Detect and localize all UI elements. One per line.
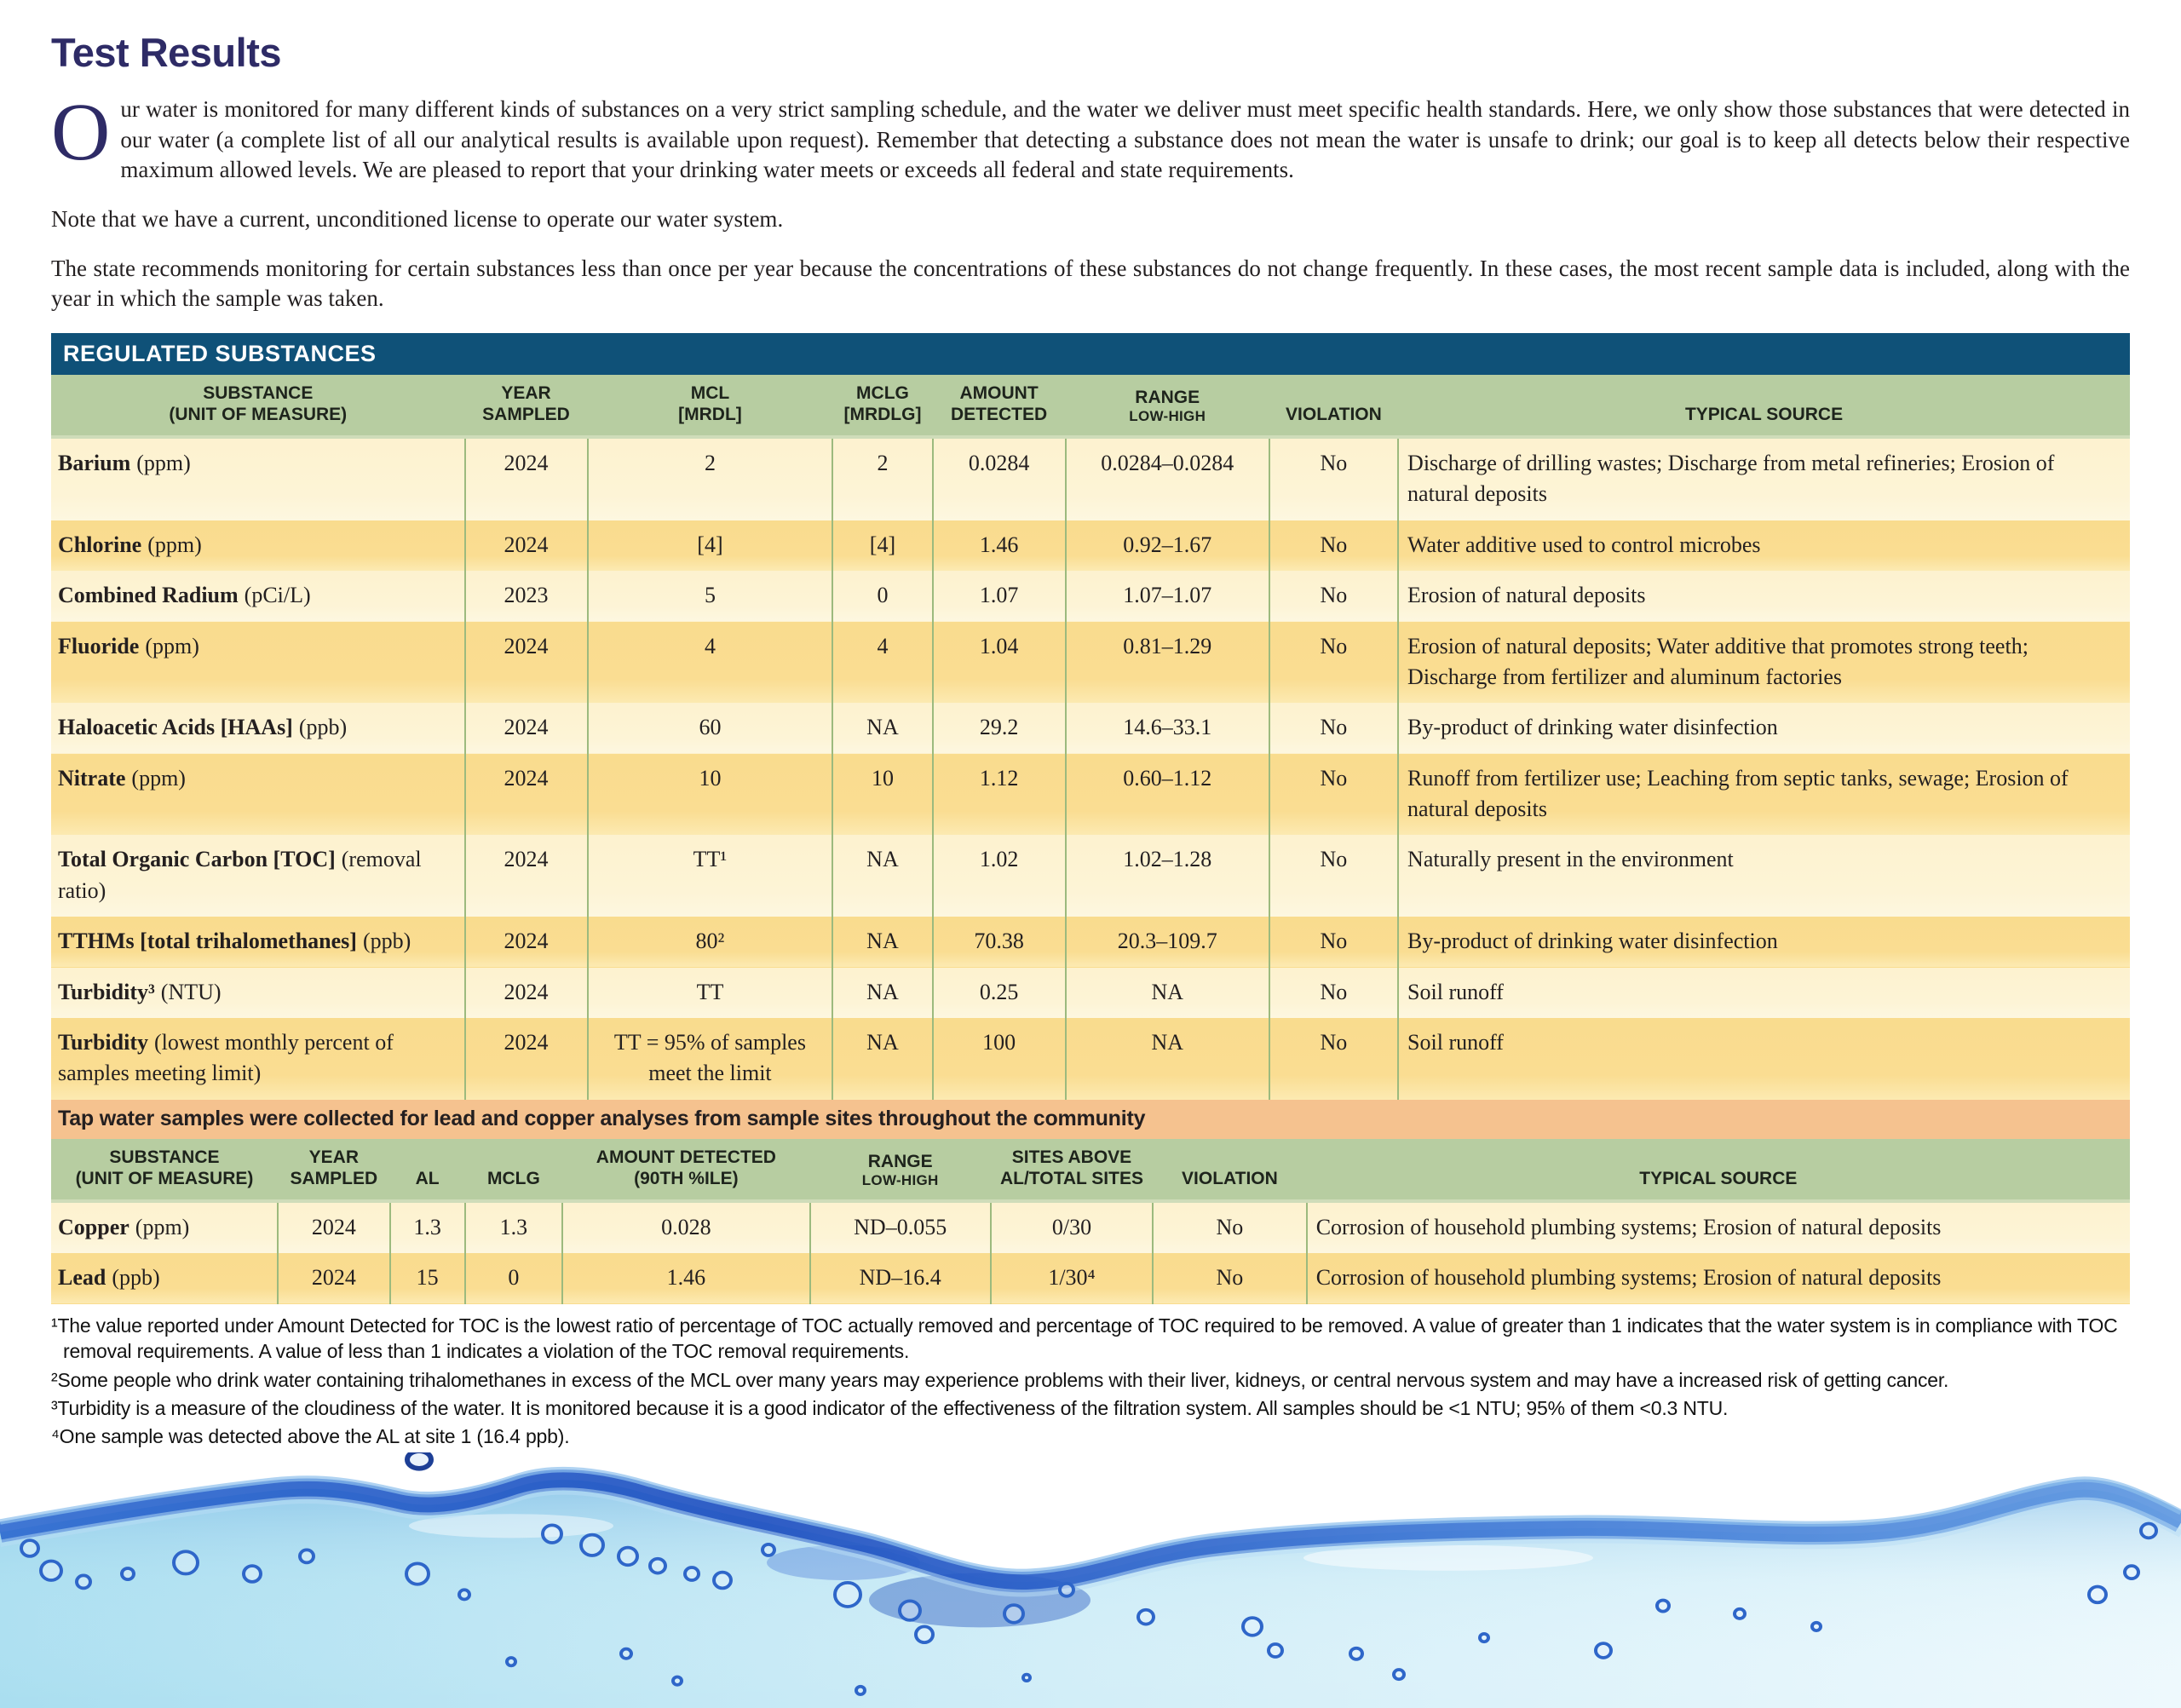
substance-name: Barium [58, 450, 131, 475]
mclg-cell: 0 [832, 571, 932, 621]
range-cell: 1.02–1.28 [1066, 835, 1269, 917]
table-row [51, 1201, 2130, 1253]
substance-cell [51, 520, 465, 571]
lead-copper-grid [51, 1139, 2130, 1304]
amount-detected-cell: 0.25 [933, 968, 1066, 1018]
header-row [51, 375, 2130, 437]
mclg-cell: 0 [465, 1253, 563, 1303]
column-header: MCL [MRDL] [588, 375, 833, 437]
amount-detected-cell: 1.46 [562, 1253, 809, 1303]
table-row [51, 703, 2130, 753]
typical-source-cell: Corrosion of household plumbing systems; Erosion of natural deposits [1307, 1253, 2130, 1303]
intro-text: ur water is monitored for many different kinds of substances on a very strict sampling schedule, and the water we deliver must meet specific health standards. Here, we only show those substances that were detected in our water (a complete list of all our analytical results is available upon request). Remember that detecting a substance does not mean the water is unsafe to drink; our goal is to keep all detects below their respective maximum allowed levels. We are pleased to report that your drinking water meets or exceeds all federal and state requirements. [120, 96, 2130, 183]
range-cell: 0.81–1.29 [1066, 622, 1269, 704]
column-header: VIOLATION [1269, 375, 1398, 437]
dropcap-letter: O [51, 86, 111, 177]
typical-source-cell: Erosion of natural deposits; Water additive that promotes strong teeth; Discharge from fertilizer and aluminum factories [1398, 622, 2130, 704]
footnote: ⁴One sample was detected above the AL at site 1 (16.4 ppb). [51, 1425, 570, 1448]
year-sampled-cell: 2024 [465, 520, 588, 571]
header-row [51, 1139, 2130, 1201]
regulated-substances-grid [51, 375, 2130, 1100]
water-wave-graphic [0, 1452, 2181, 1708]
violation-cell: No [1269, 571, 1398, 621]
year-sampled-cell: 2024 [465, 917, 588, 967]
typical-source-cell: Discharge of drilling wastes; Discharge from metal refineries; Erosion of natural deposits [1398, 437, 2130, 520]
substance-cell [51, 571, 465, 621]
range-cell: 14.6–33.1 [1066, 703, 1269, 753]
substance-name: Combined Radium [58, 583, 239, 608]
mclg-cell: 1.3 [465, 1201, 563, 1253]
substance-cell [51, 917, 465, 967]
year-sampled-cell: 2024 [278, 1253, 390, 1303]
substance-name: Nitrate [58, 765, 126, 791]
substance-cell [51, 437, 465, 520]
year-sampled-cell: 2024 [465, 754, 588, 836]
substance-unit: (NTU) [160, 979, 222, 1004]
amount-detected-cell: 1.02 [933, 835, 1066, 917]
mcl-cell: TT [588, 968, 833, 1018]
table-row [51, 1253, 2130, 1303]
mclg-cell: NA [832, 917, 932, 967]
column-header: TYPICAL SOURCE [1307, 1139, 2130, 1201]
column-header: AMOUNT DETECTED [933, 375, 1066, 437]
regulated-substances-title-bar: REGULATED SUBSTANCES [51, 333, 2130, 375]
sites-above-al-cell: 0/30 [991, 1201, 1153, 1253]
substance-unit: (removal ratio) [58, 847, 422, 903]
substance-unit: (ppb) [298, 715, 348, 740]
violation-cell: No [1269, 754, 1398, 836]
typical-source-cell: Naturally present in the environment [1398, 835, 2130, 917]
mclg-cell: NA [832, 968, 932, 1018]
sites-above-al-cell: 1/30⁴ [991, 1253, 1153, 1303]
lead-copper-banner: Tap water samples were collected for lead and copper analyses from sample sites throughout the community [51, 1100, 2130, 1139]
table-row [51, 754, 2130, 836]
mcl-cell: 2 [588, 437, 833, 520]
regulated-substances-table [51, 333, 2130, 1304]
violation-cell: No [1269, 835, 1398, 917]
mclg-cell: NA [832, 835, 932, 917]
amount-detected-cell: 1.12 [933, 754, 1066, 836]
mclg-cell: [4] [832, 520, 932, 571]
mcl-cell: TT = 95% of samples meet the limit [588, 1018, 833, 1100]
range-cell: 1.07–1.07 [1066, 571, 1269, 621]
substance-unit: (ppm) [147, 532, 202, 557]
violation-cell: No [1269, 917, 1398, 967]
violation-cell: No [1269, 437, 1398, 520]
table-row [51, 968, 2130, 1018]
table-row [51, 622, 2130, 704]
substance-cell [51, 1018, 465, 1100]
amount-detected-cell: 1.04 [933, 622, 1066, 704]
mclg-cell: NA [832, 703, 932, 753]
mcl-cell: 60 [588, 703, 833, 753]
violation-cell: No [1153, 1201, 1307, 1253]
mcl-cell: 80² [588, 917, 833, 967]
substance-name: TTHMs [total trihalomethanes] [58, 929, 357, 954]
mcl-cell: 4 [588, 622, 833, 704]
year-sampled-cell: 2024 [465, 703, 588, 753]
year-sampled-cell: 2024 [465, 1018, 588, 1100]
table-row [51, 571, 2130, 621]
mclg-cell: 4 [832, 622, 932, 704]
column-header: SITES ABOVE AL/TOTAL SITES [991, 1139, 1153, 1201]
amount-detected-cell: 70.38 [933, 917, 1066, 967]
typical-source-cell: Soil runoff [1398, 1018, 2130, 1100]
range-cell: NA [1066, 968, 1269, 1018]
column-header: RANGE LOW-HIGH [1066, 375, 1269, 437]
column-header: YEAR SAMPLED [465, 375, 588, 437]
amount-detected-cell: 100 [933, 1018, 1066, 1100]
column-header: AMOUNT DETECTED (90TH %ILE) [562, 1139, 809, 1201]
violation-cell: No [1269, 968, 1398, 1018]
substance-cell [51, 968, 465, 1018]
substance-name: Chlorine [58, 532, 142, 557]
typical-source-cell: By-product of drinking water disinfection [1398, 917, 2130, 967]
violation-cell: No [1269, 622, 1398, 704]
amount-detected-cell: 1.07 [933, 571, 1066, 621]
amount-detected-cell: 1.46 [933, 520, 1066, 571]
substance-unit: (ppb) [112, 1265, 160, 1291]
substance-cell [51, 1201, 278, 1253]
substance-name: Haloacetic Acids [HAAs] [58, 715, 293, 740]
intro-paragraph [51, 86, 2130, 186]
substance-cell [51, 835, 465, 917]
column-header: RANGE LOW-HIGH [810, 1139, 991, 1201]
substance-unit: (ppm) [145, 633, 199, 658]
column-header: TYPICAL SOURCE [1398, 375, 2130, 437]
table-row [51, 1018, 2130, 1100]
substance-name: Turbidity³ [58, 979, 155, 1004]
substance-name: Turbidity [58, 1030, 148, 1055]
column-header: YEAR SAMPLED [278, 1139, 390, 1201]
violation-cell: No [1153, 1253, 1307, 1303]
substance-name: Fluoride [58, 633, 140, 658]
range-cell: 0.92–1.67 [1066, 520, 1269, 571]
range-cell: ND–0.055 [810, 1201, 991, 1253]
substance-cell [51, 703, 465, 753]
range-cell: 0.60–1.12 [1066, 754, 1269, 836]
mcl-cell: 10 [588, 754, 833, 836]
table-row [51, 437, 2130, 520]
year-sampled-cell: 2024 [465, 622, 588, 704]
substance-name: Copper [58, 1215, 129, 1240]
table-row [51, 917, 2130, 967]
water-wave-image [0, 1452, 2181, 1708]
footnote: ²Some people who drink water containing trihalomethanes in excess of the MCL over many years may experience problems with their liver, kidneys, or central nervous system and may have a increased risk of getting cancer. [51, 1368, 1949, 1391]
mcl-cell: 5 [588, 571, 833, 621]
substance-unit: (pCi/L) [244, 583, 311, 608]
mclg-cell: 10 [832, 754, 932, 836]
mcl-cell: TT¹ [588, 835, 833, 917]
amount-detected-cell: 29.2 [933, 703, 1066, 753]
table-row [51, 520, 2130, 571]
year-sampled-cell: 2024 [278, 1201, 390, 1253]
year-sampled-cell: 2024 [465, 968, 588, 1018]
year-sampled-cell: 2023 [465, 571, 588, 621]
typical-source-cell: Runoff from fertilizer use; Leaching from septic tanks, sewage; Erosion of natural deposits [1398, 754, 2130, 836]
typical-source-cell: Corrosion of household plumbing systems; Erosion of natural deposits [1307, 1201, 2130, 1253]
license-paragraph: Note that we have a current, unconditioned license to operate our water system. [51, 205, 784, 232]
page-title: Test Results [51, 30, 281, 75]
al-cell: 15 [390, 1253, 465, 1303]
range-cell: ND–16.4 [810, 1253, 991, 1303]
violation-cell: No [1269, 703, 1398, 753]
typical-source-cell: By-product of drinking water disinfection [1398, 703, 2130, 753]
column-header: MCLG [465, 1139, 563, 1201]
monitoring-paragraph: The state recommends monitoring for certain substances less than once per year because the concentrations of these substances do not change frequently. In these cases, the most recent sample data is included, along with the year in which the sample was taken. [51, 255, 2130, 312]
typical-source-cell: Erosion of natural deposits [1398, 571, 2130, 621]
typical-source-cell: Soil runoff [1398, 968, 2130, 1018]
year-sampled-cell: 2024 [465, 437, 588, 520]
mclg-cell: 2 [832, 437, 932, 520]
substance-cell [51, 622, 465, 704]
range-cell: NA [1066, 1018, 1269, 1100]
substance-unit: (ppm) [131, 765, 186, 791]
column-header: SUBSTANCE (UNIT OF MEASURE) [51, 1139, 278, 1201]
amount-detected-cell: 0.0284 [933, 437, 1066, 520]
range-cell: 0.0284–0.0284 [1066, 437, 1269, 520]
footnote: ¹The value reported under Amount Detected for TOC is the lowest ratio of percentage of TOC actually removed and percentage of TOC required to be removed. A value of greater than 1 indicates that the water system is in compliance with TOC removal requirements. A value of less than 1 indicates a violation of the TOC removal requirements. [51, 1314, 2118, 1363]
mcl-cell: [4] [588, 520, 833, 571]
footnotes [51, 1313, 2130, 1450]
substance-unit: (lowest monthly percent of samples meeting limit) [58, 1030, 394, 1086]
substance-unit: (ppb) [362, 929, 411, 954]
footnote: ³Turbidity is a measure of the cloudiness of the water. It is monitored because it is a good indicator of the effectiveness of the filtration system. All samples should be <1 NTU; 95% of them <0.3 NTU. [51, 1396, 1729, 1419]
substance-cell [51, 754, 465, 836]
year-sampled-cell: 2024 [465, 835, 588, 917]
substance-name: Total Organic Carbon [TOC] [58, 847, 336, 872]
violation-cell: No [1269, 520, 1398, 571]
range-cell: 20.3–109.7 [1066, 917, 1269, 967]
floating-bubble [407, 1452, 431, 1469]
column-header: SUBSTANCE (UNIT OF MEASURE) [51, 375, 465, 437]
table-row [51, 835, 2130, 917]
substance-unit: (ppm) [136, 450, 191, 475]
amount-detected-cell: 0.028 [562, 1201, 809, 1253]
column-header: AL [390, 1139, 465, 1201]
substance-name: Lead [58, 1265, 106, 1291]
substance-unit: (ppm) [135, 1215, 190, 1240]
typical-source-cell: Water additive used to control microbes [1398, 520, 2130, 571]
mclg-cell: NA [832, 1018, 932, 1100]
column-header: VIOLATION [1153, 1139, 1307, 1201]
substance-cell [51, 1253, 278, 1303]
al-cell: 1.3 [390, 1201, 465, 1253]
column-header: MCLG [MRDLG] [832, 375, 932, 437]
violation-cell: No [1269, 1018, 1398, 1100]
